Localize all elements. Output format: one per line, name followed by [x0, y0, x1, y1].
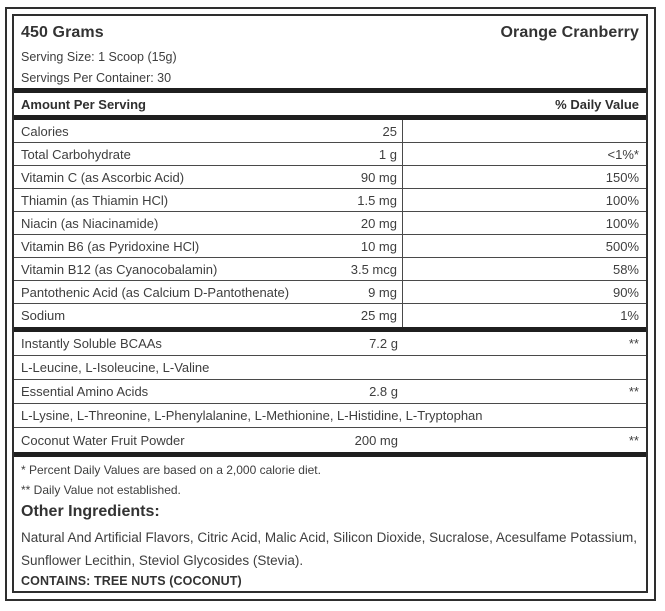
nutrients-table — [14, 120, 646, 327]
serving-size: Serving Size: 1 Scoop (15g) — [21, 49, 177, 64]
nutrient-name: Essential Amino Acids — [21, 384, 149, 399]
allergen-statement: CONTAINS: TREE NUTS (COCONUT) — [21, 574, 242, 588]
table-row — [14, 428, 646, 452]
nutrient-amount: 10 mg — [360, 238, 397, 254]
nutrient-name: Calories — [21, 123, 69, 139]
table-row — [14, 120, 646, 143]
nutrient-dv: 90% — [612, 284, 639, 300]
nutrient-dv: 1% — [620, 308, 639, 323]
nutrient-amount: 25 mg — [360, 308, 397, 323]
table-row — [14, 235, 646, 258]
flavor-name: Orange Cranberry — [500, 24, 639, 41]
table-header-row — [14, 93, 646, 115]
nutrient-name: Vitamin B12 (as Cyanocobalamin) — [21, 261, 218, 277]
nutrient-name: Thiamin (as Thiamin HCl) — [21, 192, 169, 208]
amino-acid-list: L-Lysine, L-Threonine, L-Phenylalanine, L-Methionine, L-Histidine, L-Tryptophan — [21, 408, 483, 423]
nutrient-dv: 150% — [605, 169, 639, 185]
nutrient-amount: 2.8 g — [369, 384, 398, 399]
nutrient-name: Niacin (as Niacinamide) — [21, 215, 159, 231]
separator-bar-footnotes — [14, 452, 646, 457]
nutrient-amount: 3.5 mcg — [350, 261, 397, 277]
nutrient-name: Instantly Soluble BCAAs — [21, 336, 162, 351]
table-row — [14, 212, 646, 235]
footnote-not-established: ** Daily Value not established. — [21, 483, 181, 497]
table-row — [14, 356, 646, 380]
nutrient-dv — [403, 120, 639, 142]
nutrient-dv: ** — [628, 384, 639, 399]
nutrient-name: Sodium — [21, 308, 66, 323]
nutrient-dv: ** — [628, 432, 639, 448]
nutrient-amount: 9 mg — [368, 284, 397, 300]
product-weight: 450 Grams — [21, 24, 104, 41]
blends-table — [14, 332, 646, 452]
nutrient-amount: 1 g — [378, 146, 397, 162]
nutrient-dv: 500% — [605, 238, 639, 254]
other-ingredients-heading: Other Ingredients: — [21, 503, 160, 520]
nutrient-name: Vitamin C (as Ascorbic Acid) — [21, 169, 185, 185]
nutrient-amount: 200 mg — [354, 432, 398, 448]
nutrient-name: Total Carbohydrate — [21, 146, 131, 162]
table-row — [14, 143, 646, 166]
footnote-daily-values: * Percent Daily Values are based on a 2,000 calorie diet. — [21, 463, 321, 477]
daily-value-header: % Daily Value — [555, 96, 639, 112]
nutrient-amount: 1.5 mg — [357, 192, 397, 208]
nutrient-dv: ** — [628, 336, 639, 351]
nutrient-dv: <1%* — [607, 146, 639, 162]
nutrient-name: Vitamin B6 (as Pyridoxine HCl) — [21, 238, 200, 254]
table-row — [14, 189, 646, 212]
nutrient-name: Coconut Water Fruit Powder — [21, 432, 185, 448]
label-header — [21, 20, 639, 46]
nutrient-amount: 7.2 g — [369, 336, 398, 351]
other-ingredients-text: Natural And Artificial Flavors, Citric Acid, Malic Acid, Silicon Dioxide, Sucralose, Acesulfame Potassium, Sunflower Lecithin, Steviol Glycosides (Stevia). — [21, 530, 637, 568]
table-row — [14, 332, 646, 356]
nutrient-name: Pantothenic Acid (as Calcium D-Pantothenate) — [21, 284, 290, 300]
nutrient-dv: 58% — [612, 261, 639, 277]
nutrient-dv: 100% — [605, 215, 639, 231]
nutrient-amount: 25 — [382, 123, 397, 139]
amino-acid-list: L-Leucine, L-Isoleucine, L-Valine — [21, 360, 210, 375]
nutrient-dv: 100% — [605, 192, 639, 208]
table-row — [14, 304, 646, 327]
amount-per-serving-header: Amount Per Serving — [21, 96, 146, 112]
table-row — [14, 404, 646, 428]
table-row — [14, 166, 646, 189]
nutrient-amount: 90 mg — [360, 169, 397, 185]
nutrient-amount: 20 mg — [360, 215, 397, 231]
table-row — [14, 281, 646, 304]
table-row — [14, 258, 646, 281]
table-row — [14, 380, 646, 404]
supplement-facts-label — [12, 14, 648, 593]
servings-per-container: Servings Per Container: 30 — [21, 70, 172, 85]
